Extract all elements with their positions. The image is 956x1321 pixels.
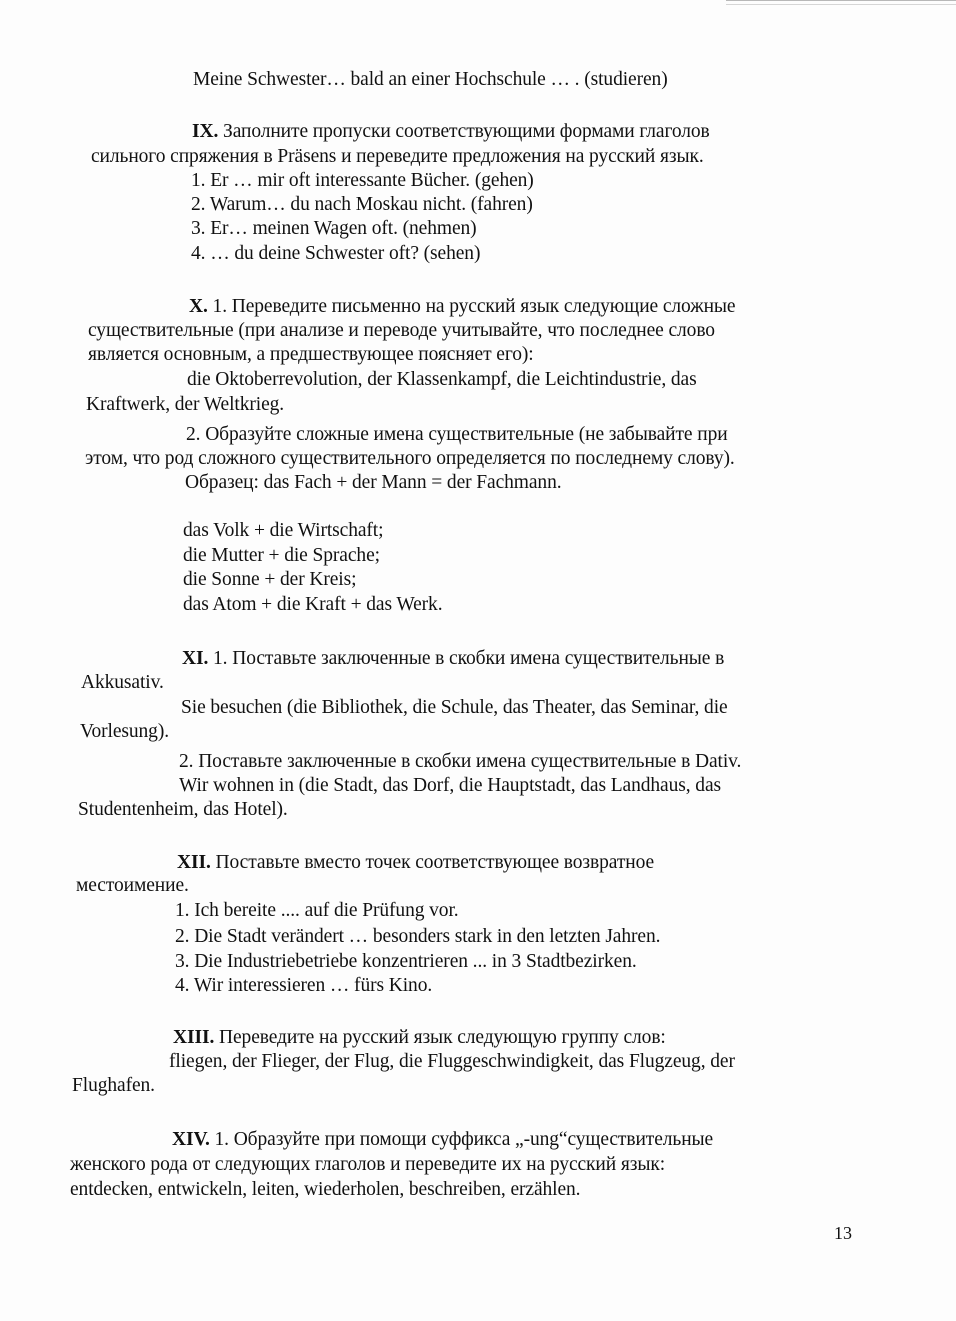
list-item: 4. … du deine Schwester oft? (sehen) (191, 243, 481, 264)
text-line: Akkusativ. (81, 672, 164, 693)
text-line: Wir wohnen in (die Stadt, das Dorf, die Hauptstadt, das Landhaus, das (179, 775, 721, 796)
exercise-xii-heading: XII. Поставьте вместо точек соответствующее возвратное (177, 852, 655, 873)
list-item: 2. Warum… du nach Moskau nicht. (fahren) (191, 194, 533, 215)
text-line: Studentenheim, das Hotel). (78, 799, 288, 820)
exercise-xiii-heading: XIII. Переведите на русский язык следующую группу слов: (173, 1027, 666, 1048)
list-item: das Atom + die Kraft + das Werk. (183, 594, 443, 615)
list-item: 2. Die Stadt verändert … besonders stark in den letzten Jahren. (175, 926, 661, 947)
exercise-xiv-heading: XIV. 1. Образуйте при помощи суффикса „-ung“существительные (172, 1129, 714, 1150)
list-item: die Mutter + die Sprache; (183, 545, 380, 566)
text-line: является основным, а предшествующее поясняет его): (88, 344, 534, 365)
text-line: Vorlesung). (80, 721, 169, 742)
text-line: сильного спряжения в Präsens и переведите предложения на русский язык. (91, 146, 704, 167)
exercise-ix-heading: IX. Заполните пропуски соответствующими формами глаголов (192, 121, 710, 142)
text-line: entdecken, entwickeln, leiten, wiederholen, beschreiben, erzählen. (70, 1179, 581, 1200)
page-edge-line (726, 0, 956, 5)
text-line: Sie besuchen (die Bibliothek, die Schule, das Theater, das Seminar, die (181, 697, 728, 718)
list-item: 4. Wir interessieren … fürs Kino. (175, 975, 433, 996)
text-line: этом, что род сложного существительного определяется по последнему слову). (85, 448, 735, 469)
text-line: die Oktoberrevolution, der Klassenkampf, die Leichtindustrie, das (187, 369, 697, 390)
text-line: Flughafen. (72, 1075, 155, 1096)
exercise-x-heading: X. 1. Переведите письменно на русский язык следующие сложные (189, 296, 736, 317)
list-item: 1. Ich bereite .... auf die Prüfung vor. (175, 900, 459, 921)
page-number: 13 (834, 1223, 852, 1243)
list-item: die Sonne + der Kreis; (183, 569, 357, 590)
list-item: 1. Er … mir oft interessante Bücher. (gehen) (191, 170, 534, 191)
text-line: Kraftwerk, der Weltkrieg. (86, 394, 285, 415)
text-line: 2. Образуйте сложные имена существительные (не забывайте при (186, 424, 728, 445)
list-item: 3. Er… meinen Wagen oft. (nehmen) (191, 218, 477, 239)
exercise-xi-heading: XI. 1. Поставьте заключенные в скобки имена существительные в (182, 648, 725, 669)
text-line: существительные (при анализе и переводе учитывайте, что последнее слово (88, 320, 715, 341)
text-line: местоимение. (76, 875, 189, 896)
text-line: 2. Поставьте заключенные в скобки имена существительные в Dativ. (179, 751, 742, 772)
text-line: женского рода от следующих глаголов и переведите их на русский язык: (70, 1154, 666, 1175)
text-line: Образец: das Fach + der Mann = der Fachmann. (185, 472, 562, 493)
text-line: Meine Schwester… bald an einer Hochschule … . (studieren) (193, 69, 668, 90)
list-item: das Volk + die Wirtschaft; (183, 520, 384, 541)
list-item: 3. Die Industriebetriebe konzentrieren ... in 3 Stadtbezirken. (175, 951, 637, 972)
text-line: fliegen, der Flieger, der Flug, die Fluggeschwindigkeit, das Flugzeug, der (169, 1051, 735, 1072)
